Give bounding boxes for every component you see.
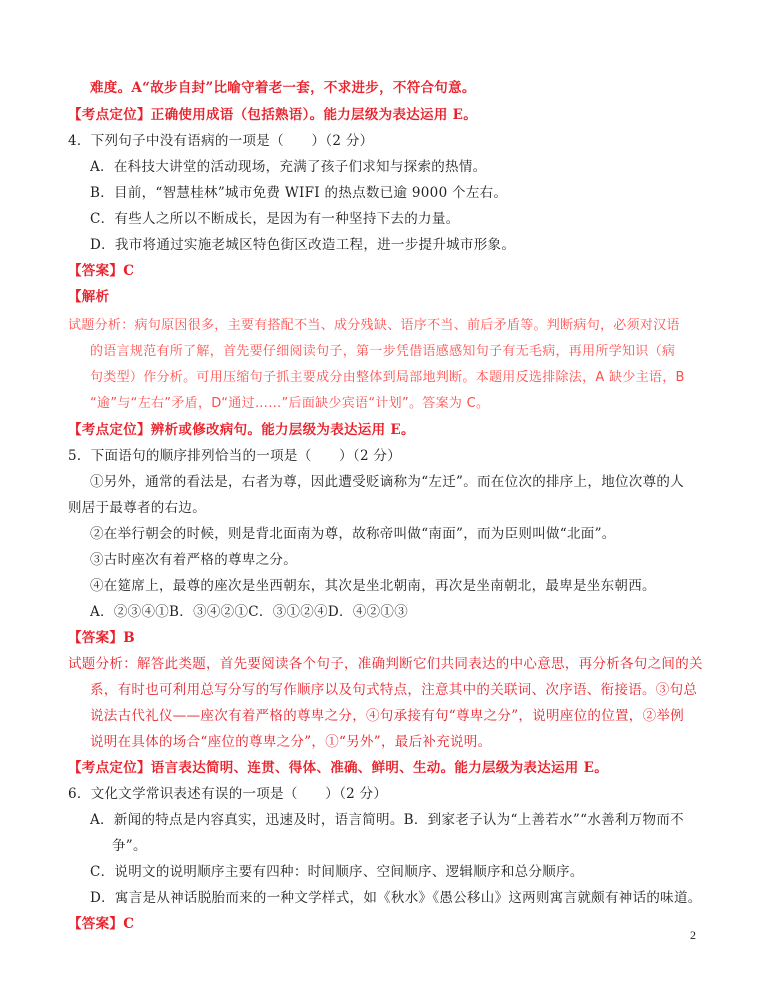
- q4-analysis-line-1: 试题分析：病句原因很多，主要有搭配不当、成分残缺、语序不当、前后矛盾等。判断病句，必须对汉语: [68, 318, 680, 333]
- q4-option-c: C．有些人之所以不断成长，是因为有一种坚持下去的力量。: [90, 211, 460, 227]
- q5-knowledge-point: 【考点定位】语言表达简明、连贯、得体、准确、鲜明、生动。能力层级为表达运用 E。: [68, 760, 608, 776]
- q5-answer: 【答案】B: [68, 630, 135, 646]
- q3-analysis-tail: 难度。A“故步自封”比喻守着老一套，不求进步，不符合句意。: [90, 80, 476, 96]
- q5-analysis-line-4: 说明在具体的场合“座位的尊卑之分”，①“另外”，最后补充说明。: [90, 734, 492, 750]
- q4-knowledge-point: 【考点定位】辨析或修改病句。能力层级为表达运用 E。: [68, 422, 415, 438]
- q6-answer: 【答案】C: [68, 916, 135, 932]
- q5-analysis-line-1: 试题分析：解答此类题，首先要阅读各个句子，准确判断它们共同表达的中心意思，再分析各句之间的关: [68, 656, 703, 672]
- q3-knowledge-point: 【考点定位】正确使用成语（包括熟语）。能力层级为表达运用 E。: [68, 107, 478, 123]
- q4-option-a: A．在科技大讲堂的活动现场，充满了孩子们求知与探索的热情。: [90, 159, 487, 175]
- q5-sentence-1b: 则居于最尊者的右边。: [68, 500, 206, 516]
- q4-option-d: D．我市将通过实施老城区特色街区改造工程，进一步提升城市形象。: [90, 237, 516, 253]
- q6-stem: 6．文化文学常识表述有误的一项是（ ）（2 分）: [68, 786, 388, 802]
- q5-analysis-line-3: 说法古代礼仪——座次有着严格的尊卑之分，④句承接有句“尊卑之分”，说明座位的位置，②举例: [90, 708, 685, 724]
- q4-stem: 4．下列句子中没有语病的一项是（ ）（2 分）: [68, 133, 374, 149]
- q4-analysis-line-4: “逾”与“左右”矛盾，D“通过……”后面缺少宾语“计划”。答案为 C。: [90, 396, 490, 411]
- q5-options: A．②③④①B．③④②①C．③①②④D．④②①③: [90, 604, 409, 620]
- q4-option-b: B．目前，“智慧桂林”城市免费 WIFI 的热点数已逾 9000 个左右。: [90, 185, 508, 201]
- q6-option-c: C．说明文的说明顺序主要有四种：时间顺序、空间顺序、逻辑顺序和总分顺序。: [90, 864, 584, 880]
- q6-option-ab-line-2: 争”。: [112, 838, 147, 854]
- q5-stem: 5．下面语句的顺序排列恰当的一项是（ ）（2 分）: [68, 448, 402, 464]
- q5-sentence-4: ④在筵席上，最尊的座次是坐西朝东，其次是坐北朝南，再次是坐南朝北，最卑是坐东朝西。: [90, 578, 656, 594]
- q5-sentence-1a: ①另外，通常的看法是，右者为尊，因此遭受贬谪称为“左迁”。而在位次的排序上，地位次尊的人: [90, 474, 685, 490]
- q6-option-d: D．寓言是从神话脱胎而来的一种文学样式，如《秋水》《愚公移山》这两则寓言就颇有神话的味道。: [90, 890, 702, 906]
- q4-analysis-heading: 【解析: [68, 289, 110, 305]
- q6-option-ab-line-1: A．新闻的特点是内容真实，迅速及时，语言简明。B．到家老子认为“上善若水”“水善利万物而不: [90, 812, 684, 828]
- q5-sentence-3: ③古时座次有着严格的尊卑之分。: [90, 552, 297, 568]
- q4-analysis-line-3: 句类型）作分析。可用压缩句子抓主要成分由整体到局部地判断。本题用反选排除法，A 缺少主语，B: [90, 370, 685, 385]
- q5-sentence-2: ②在举行朝会的时候，则是背北面南为尊，故称帝叫做“南面”，而为臣则叫做“北面”。: [90, 526, 616, 542]
- q4-analysis-line-2: 的语言规范有所了解，首先要仔细阅读句子，第一步凭借语感感知句子有无毛病，再用所学知识（病: [90, 344, 676, 359]
- page-number: 2: [690, 928, 696, 942]
- q4-answer: 【答案】C: [68, 263, 135, 279]
- q5-analysis-line-2: 系，有时也可利用总写分写的写作顺序以及句式特点，注意其中的关联词、次序语、衔接语。③句总: [90, 682, 698, 698]
